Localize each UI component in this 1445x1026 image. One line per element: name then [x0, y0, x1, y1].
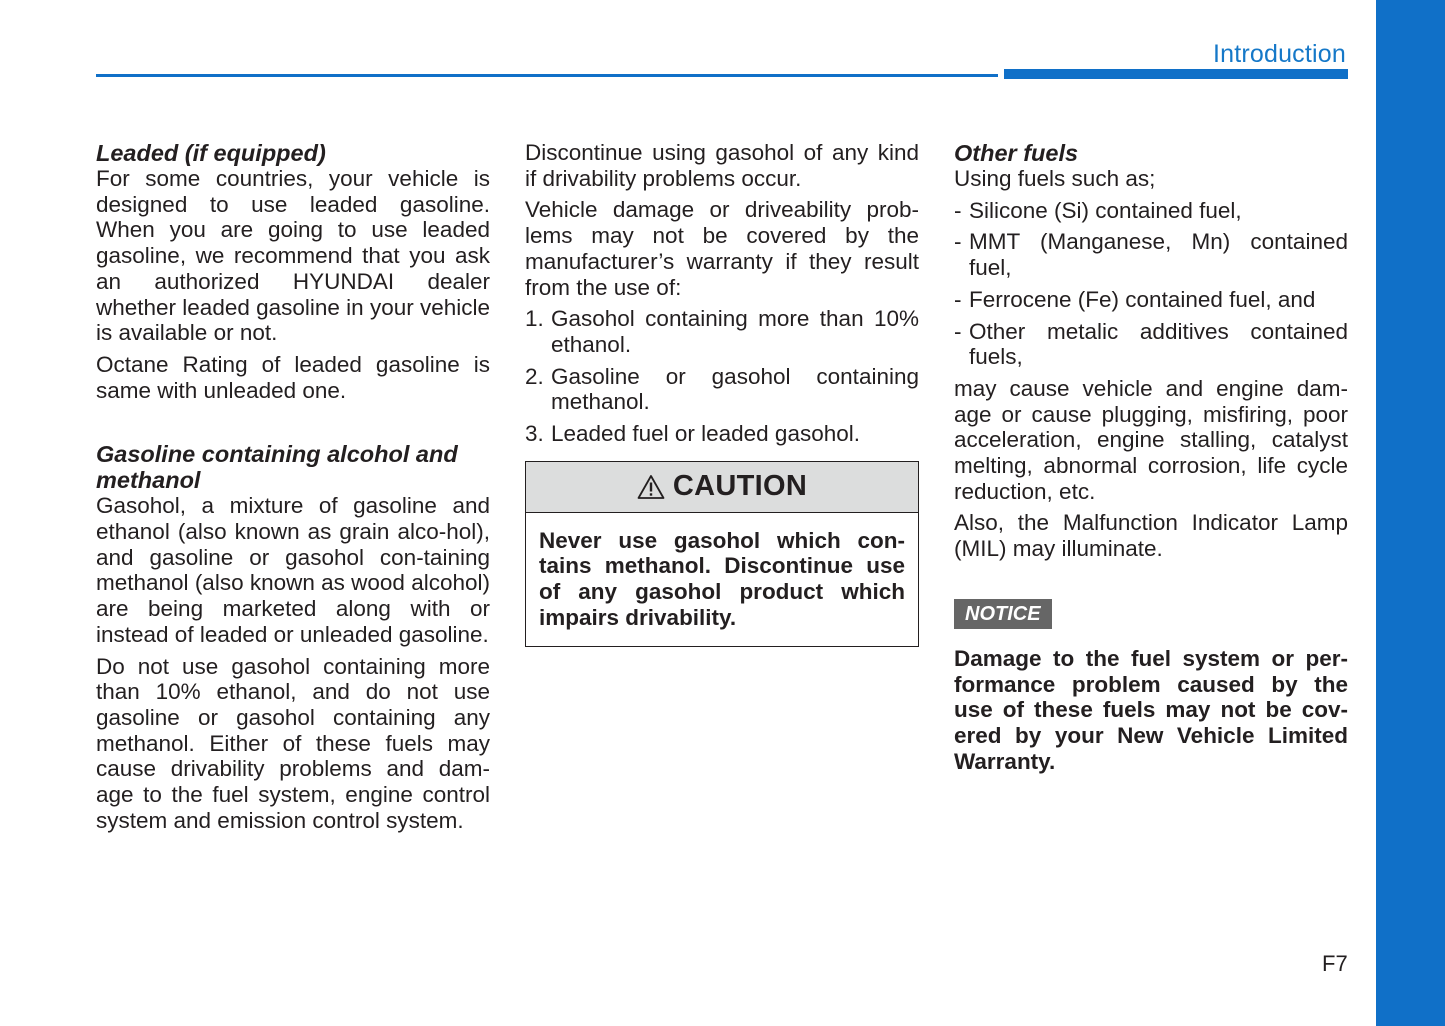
list-item [954, 319, 1348, 370]
list-item-text: MMT (Manganese, Mn) contained fuel, [969, 229, 1348, 281]
notice-text: Damage to the fuel system or per-formance problem caused by the use of these fuels may not be cov-ered by your New Vehicle Limited Warranty. [954, 645, 1348, 774]
paragraph-using-fuels: Using fuels such as; [954, 166, 1156, 191]
side-tab-bar [1376, 0, 1445, 1026]
header-rule [96, 74, 998, 77]
list-item [954, 287, 1348, 313]
notice-badge: NOTICE [954, 599, 1052, 629]
paragraph-warranty: Vehicle damage or driveability prob-lems may not be covered by the manufacturer’s warranty if they result from the use of: [525, 197, 919, 300]
list-item-text: Silicone (Si) contained fuel, [969, 197, 1242, 223]
warning-triangle-icon [637, 474, 665, 500]
list-item-text: Ferrocene (Fe) contained fuel, and [969, 286, 1316, 312]
list-item [525, 306, 919, 357]
fuel-risk-list [525, 306, 919, 447]
fuel-additive-list [954, 198, 1348, 370]
section-title: Introduction [1212, 40, 1346, 68]
column-middle [525, 140, 919, 647]
list-marker: - [954, 286, 962, 312]
caution-box [525, 461, 919, 647]
list-item [954, 229, 1348, 280]
list-marker: 1. [525, 306, 544, 332]
paragraph-gasohol-1: Gasohol, a mixture of gasoline and ethanol (also known as grain alco-hol), and gasoline or gasohol con-taining methanol (also known as wood alcohol) are being marketed along with or instead of leaded or unleaded gasoline. [96, 493, 490, 647]
paragraph-discontinue: Discontinue using gasohol of any kind if drivability problems occur. [525, 140, 919, 191]
paragraph-leaded-2: Octane Rating of leaded gasoline is same with unleaded one. [96, 351, 490, 403]
paragraph-mil: Also, the Malfunction Indicator Lamp (MIL) may illuminate. [954, 510, 1348, 562]
heading-other-fuels: Other fuels [954, 140, 1079, 166]
list-item [954, 198, 1348, 224]
caution-text: Never use gasohol which con-tains methanol. Discontinue use of any gasohol product which impairs drivability. [539, 527, 905, 630]
list-marker: - [954, 197, 962, 223]
caution-title: CAUTION [672, 469, 808, 502]
paragraph-engine-damage: may cause vehicle and engine dam-age or cause plugging, misfiring, poor acceleration, engine stalling, catalyst melting, abnormal corrosion, life cycle reduction, etc. [954, 375, 1348, 504]
paragraph-leaded-1: For some countries, your vehicle is designed to use leaded gasoline. When you are going to use leaded gasoline, we recommend that you ask an authorized HYUNDAI dealer whether leaded gasoline in your vehicle is available or not. [96, 166, 491, 346]
list-item-text: Other metalic additives contained fuels, [969, 318, 1348, 370]
page-number: F7 [1322, 951, 1348, 976]
list-marker: - [954, 229, 962, 255]
column-left [96, 140, 490, 839]
list-item-text: Gasoline or gasohol containing methanol. [551, 363, 919, 415]
list-marker: 3. [525, 421, 544, 447]
caution-header [526, 462, 918, 513]
heading-leaded: Leaded (if equipped) [96, 140, 326, 166]
list-item-text: Leaded fuel or leaded gasohol. [551, 421, 861, 447]
paragraph-gasohol-2: Do not use gasohol containing more than 10% ethanol, and do not use gasoline or gasohol containing any methanol. Either of these fuels may cause drivability problems and dam-age to the fuel system, engine control system and emission control system. [96, 653, 490, 833]
list-marker: - [954, 318, 962, 344]
heading-gasohol: Gasoline containing alcohol and methanol [96, 441, 458, 494]
list-marker: 2. [525, 363, 544, 389]
list-item [525, 421, 919, 447]
list-item [525, 364, 919, 415]
list-item-text: Gasohol containing more than 10% ethanol. [551, 306, 919, 357]
header-rule-accent [1004, 69, 1348, 79]
column-right [954, 140, 1348, 780]
